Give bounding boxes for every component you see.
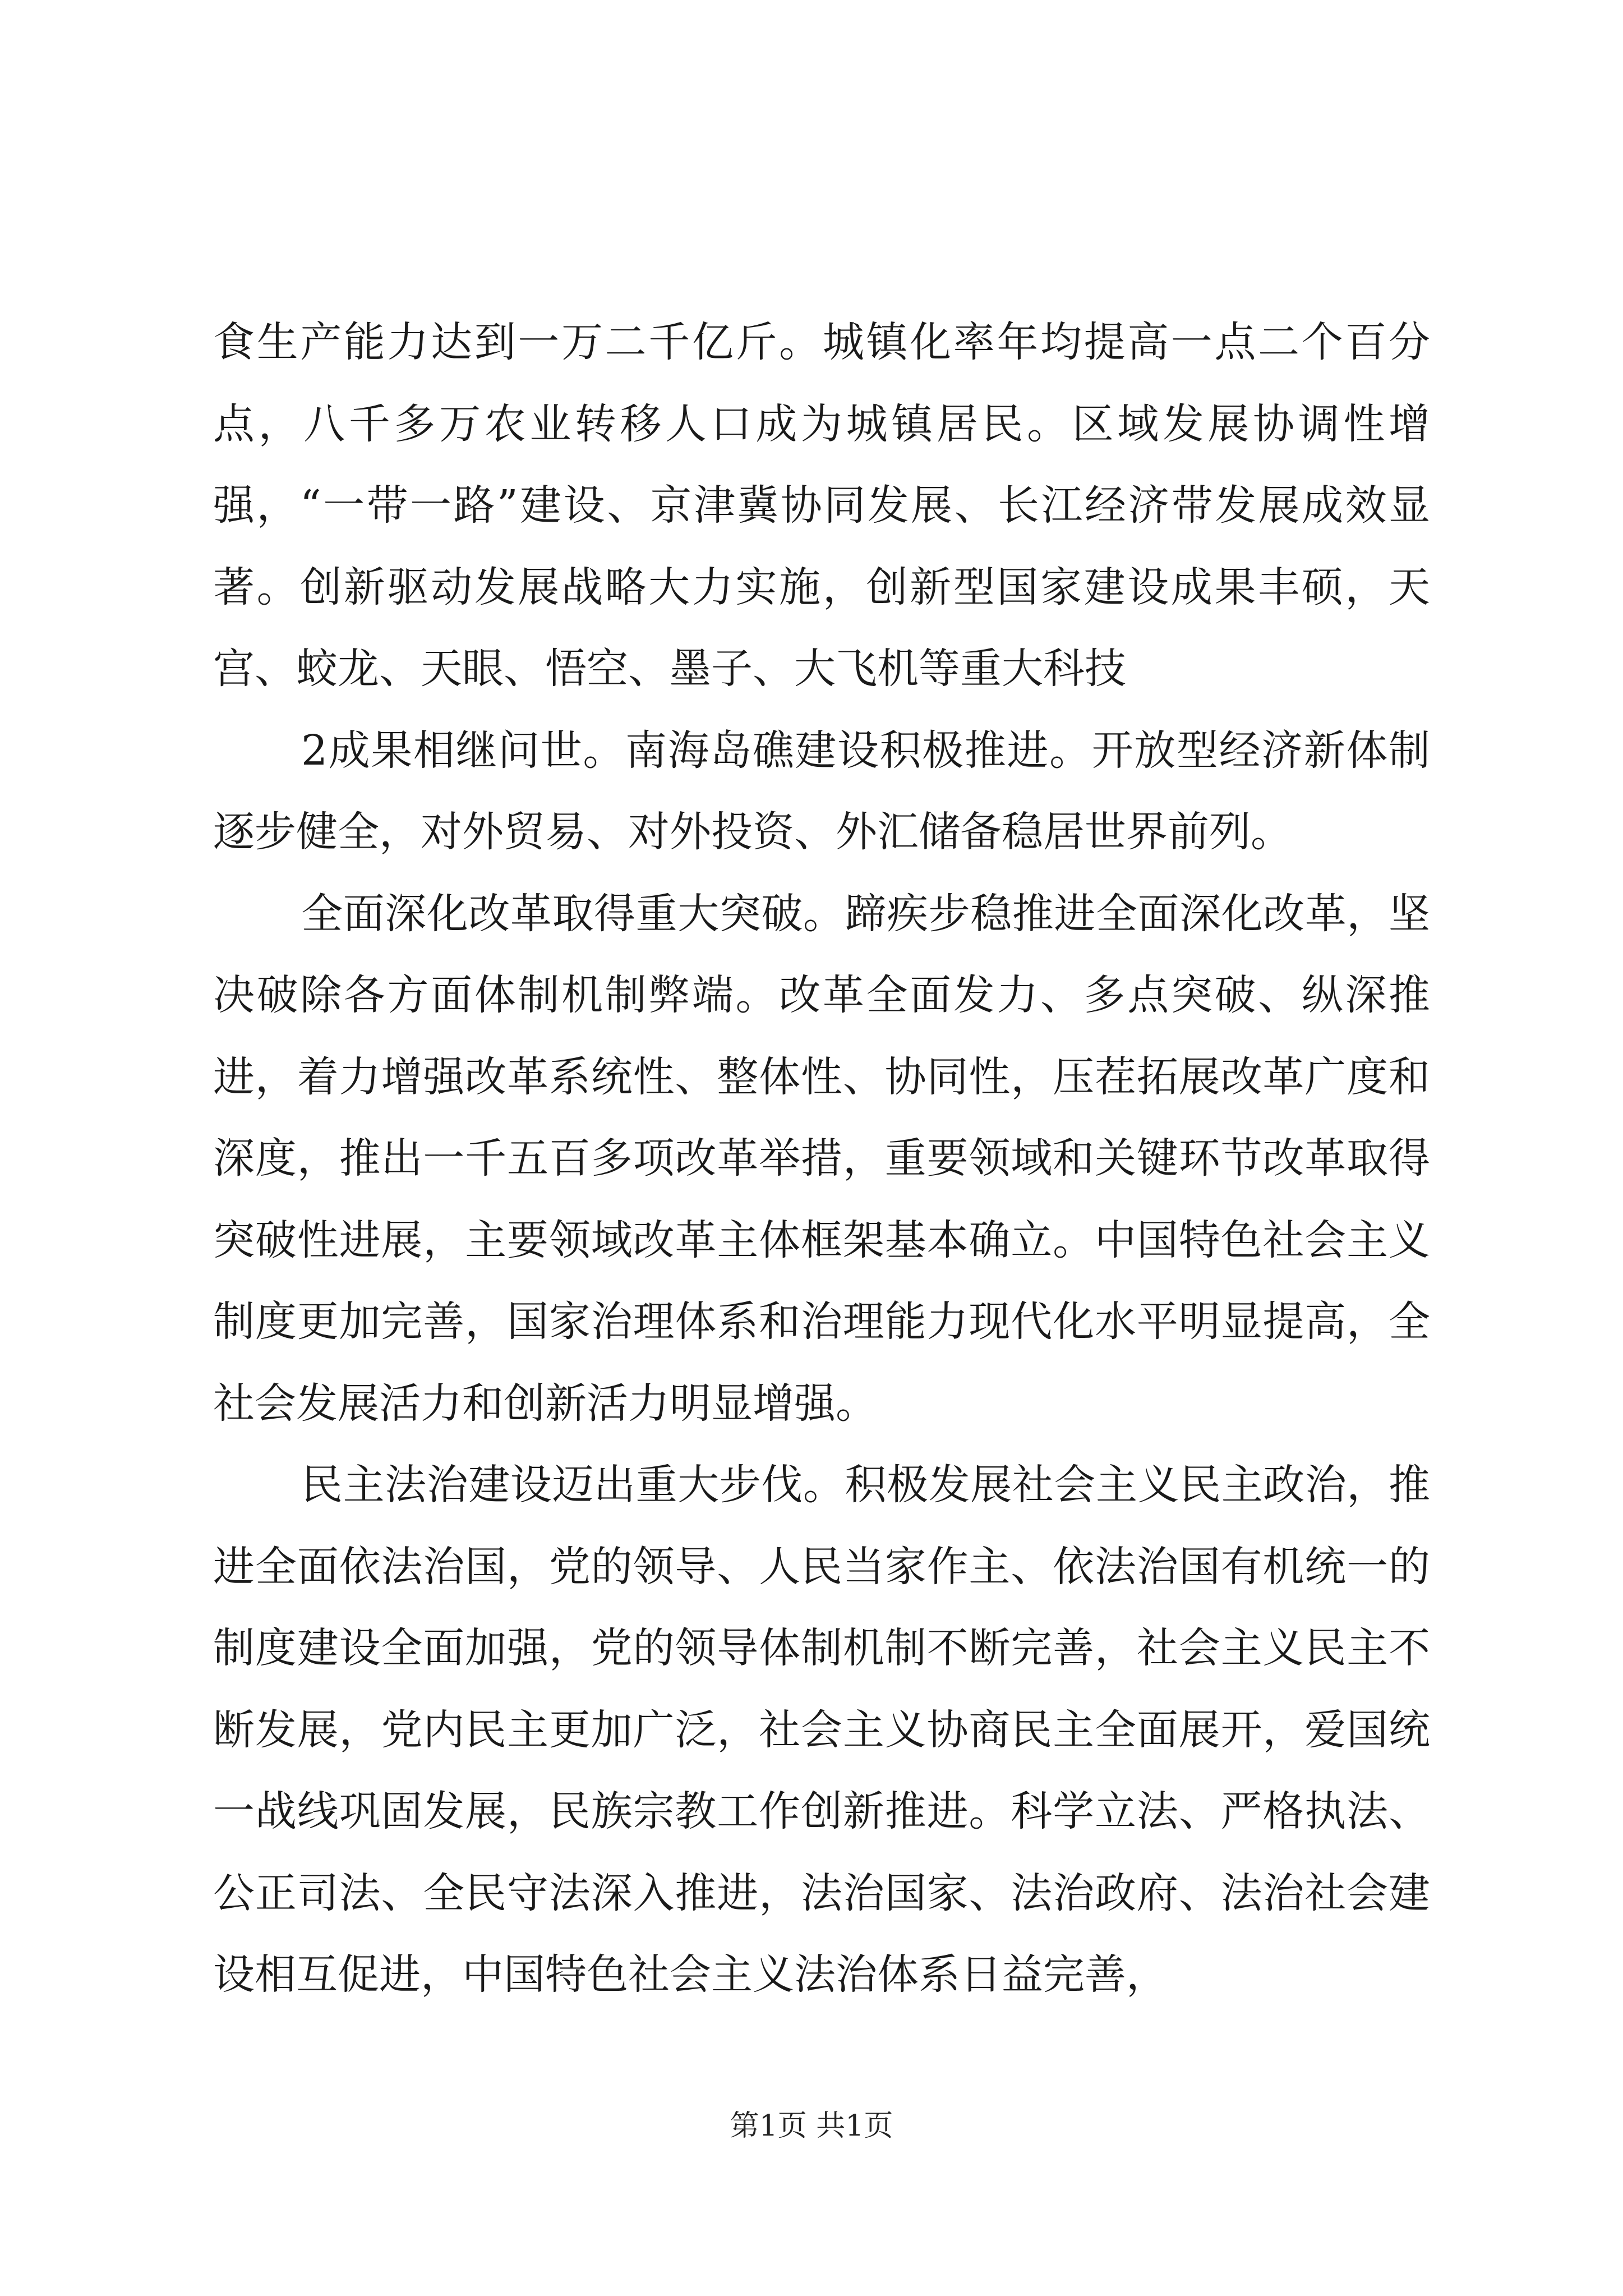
- paragraph-3: 全面深化改革取得重大突破。蹄疾步稳推进全面深化改革，坚决破除各方面体制机制弊端。改革全面发力、多点突破、纵深推进，着力增强改革系统性、整体性、协同性，压茬拓展改革广度和深度，推出一千五百多项改革举措，重要领域和关键环节改革取得突破性进展，主要领域改革主体框架基本确立。中国特色社会主义制度更加完善，国家治理体系和治理能力现代化水平明显提高，全社会发展活力和创新活力明显增强。: [213, 889, 1430, 1428]
- document-body: [213, 302, 1430, 2016]
- paragraph-1: 食生产能力达到一万二千亿斤。城镇化率年均提高一点二个百分点，八千多万农业转移人口成为城镇居民。区域发展协调性增强，“一带一路”建设、京津冀协同发展、长江经济带发展成效显著。创新驱动发展战略大力实施，创新型国家建设成果丰硕，天宫、蛟龙、天眼、悟空、墨子、大飞机等重大科技: [213, 318, 1430, 693]
- page-number-footer: 第1页 共1页: [730, 2109, 893, 2143]
- paragraph-4: 民主法治建设迈出重大步伐。积极发展社会主义民主政治，推进全面依法治国，党的领导、人民当家作主、依法治国有机统一的制度建设全面加强，党的领导体制机制不断完善，社会主义民主不断发展，党内民主更加广泛，社会主义协商民主全面展开，爱国统一战线巩固发展，民族宗教工作创新推进。科学立法、严格执法、公正司法、全民守法深入推进，法治国家、法治政府、法治社会建设相互促进，中国特色社会主义法治体系日益完善，: [213, 1461, 1430, 1999]
- paragraph-2: 2成果相继问世。南海岛礁建设积极推进。开放型经济新体制逐步健全，对外贸易、对外投资、外汇储备稳居世界前列。: [213, 726, 1430, 856]
